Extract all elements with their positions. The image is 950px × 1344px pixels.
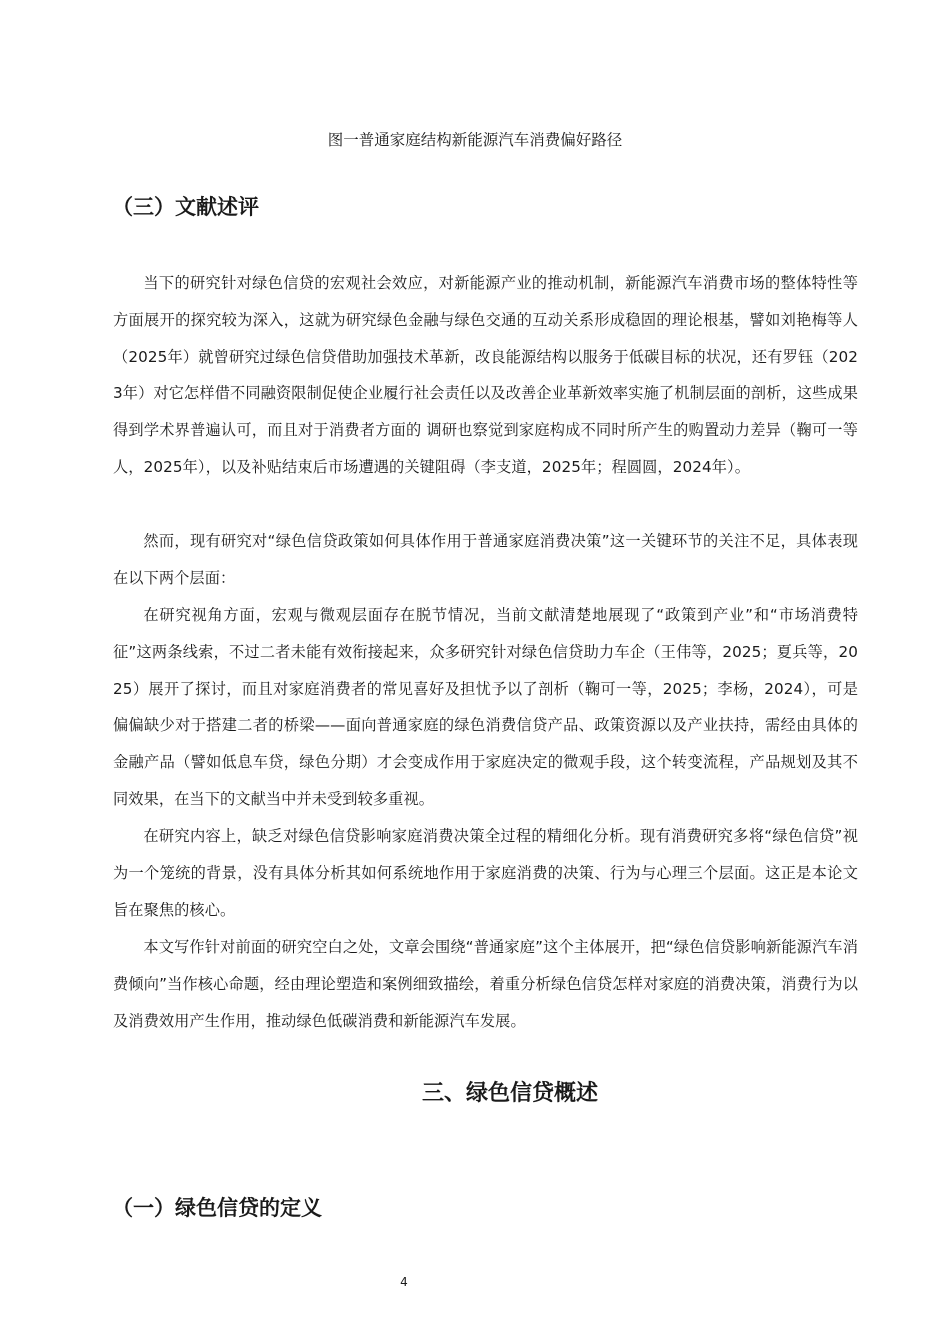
- subsection-heading: （一）绿色信贷的定义: [112, 1196, 322, 1220]
- paragraph: 本文写作针对前面的研究空白之处，文章会围绕“普通家庭”这个主体展开，把“绿色信贷影响新能源汽车消费倾向”当作核心命题，经由理论塑造和案例细致描绘，着重分析绿色信贷怎样对家庭的消费决策，消费行为以及消费效用产生作用，推动绿色低碳消费和新能源汽车发展。: [113, 938, 858, 1030]
- paragraph: 然而，现有研究对“绿色信贷政策如何具体作用于普通家庭消费决策”这一关键环节的关注不足，具体表现在以下两个层面：: [113, 532, 858, 587]
- paragraph: 当下的研究针对绿色信贷的宏观社会效应，对新能源产业的推动机制，新能源汽车消费市场的整体特性等方面展开的探究较为深入，这就为研究绿色金融与绿色交通的互动关系形成稳固的理论根基，譬如刘艳梅等人（2025年）就曾研究过绿色信贷借助加强技术革新，改良能源结构以服务于低碳目标的状况，还有罗钰（2023年）对它怎样借不同融资限制促使企业履行社会责任以及改善企业革新效率实施了机制层面的剖析，这些成果得到学术界普遍认可，而且对于消费者方面的 调研也察觉到家庭构成不同时所产生的购置动力差异（鞠可一等人，2025年），以及补贴结束后市场遭遇的关键阻碍（李支道，2025年；程圆圆，2024年）。: [113, 274, 858, 476]
- section-heading-literature-review: （三）文献述评: [112, 195, 259, 219]
- page-number: 4: [400, 1275, 408, 1289]
- figure-caption: 图一普通家庭结构新能源汽车消费偏好路径: [327, 131, 623, 149]
- paragraph: 在研究内容上，缺乏对绿色信贷影响家庭消费决策全过程的精细化分析。现有消费研究多将“绿色信贷”视为一个笼统的背景，没有具体分析其如何系统地作用于家庭消费的决策、行为与心理三个层面。这正是本论文旨在聚焦的核心。: [113, 827, 858, 919]
- paragraph: 在研究视角方面，宏观与微观层面存在脱节情况，当前文献清楚地展现了“政策到产业”和“市场消费特征”这两条线索，不过二者未能有效衔接起来，众多研究针对绿色信贷助力车企（王伟等，2025；夏兵等，2025）展开了探讨，而且对家庭消费者的常见喜好及担忧予以了剖析（鞠可一等，2025；李杨，2024），可是偏偏缺少对于搭建二者的桥梁——面向普通家庭的绿色消费信贷产品、政策资源以及产业扶持，需经由具体的金融产品（譬如低息车贷，绿色分期）才会变成作用于家庭决定的微观手段，这个转变流程，产品规划及其不同效果，在当下的文献当中并未受到较多重视。: [113, 606, 858, 808]
- chapter-heading: 三、绿色信贷概述: [421, 1081, 598, 1106]
